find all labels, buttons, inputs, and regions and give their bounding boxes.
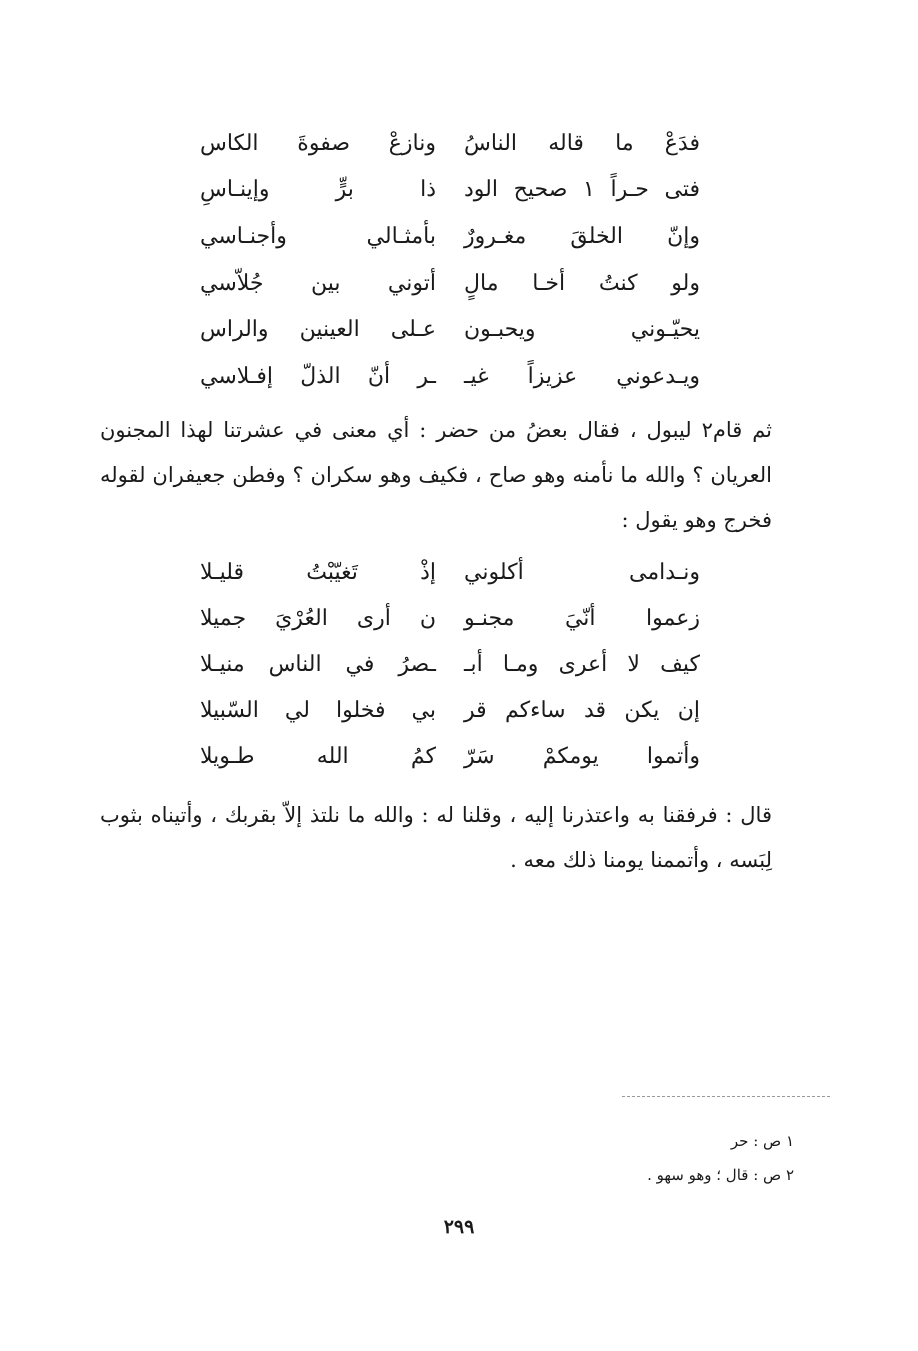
poem-block-1 bbox=[200, 120, 700, 400]
footnote-2: ٢ ص : قال ؛ وهو سهو . bbox=[647, 1166, 794, 1184]
verse-first-hemistich: فتى حـراً ١ صحيح الود bbox=[464, 177, 701, 203]
verse-first-hemistich: زعموا أنّيَ مجنـو bbox=[464, 605, 700, 631]
poem-block-2 bbox=[200, 549, 700, 779]
verse bbox=[200, 687, 700, 733]
verse bbox=[200, 260, 700, 307]
verse-first-hemistich: كيف لا أعرى ومـا أبـ bbox=[464, 651, 700, 677]
verse-first-hemistich: إن يكن قد ساءكم قر bbox=[464, 697, 700, 723]
verse-second-hemistich: ذا برٍّ وإينـاسِ bbox=[200, 177, 436, 203]
verse-second-hemistich: ن أرى العُرْيَ جميلا bbox=[200, 605, 436, 631]
verse bbox=[200, 306, 700, 353]
verse bbox=[200, 595, 700, 641]
verse-first-hemistich: فدَعْ ما قاله الناسُ bbox=[464, 130, 700, 156]
paragraph-text: قال : فرفقنا به واعتذرنا إليه ، وقلنا له : والله ما نلتذ إلاّ بقربك ، وأتيناه بثوب لِبَسه ، وأتممنا يومنا ذلك معه . bbox=[100, 803, 772, 872]
prose-paragraph-2 bbox=[100, 793, 772, 883]
verse-second-hemistich: ونازعْ صفوةَ الكاس bbox=[200, 130, 436, 156]
verse bbox=[200, 641, 700, 687]
verse-second-hemistich: ـصرُ في الناس منيـلا bbox=[200, 651, 436, 677]
verse-second-hemistich: كمُ الله طـويلا bbox=[200, 743, 436, 769]
verse-first-hemistich: يحيّـوني ويحبـون bbox=[464, 317, 700, 343]
footnote-1: ١ ص : حر bbox=[730, 1132, 794, 1150]
verse-second-hemistich: إذْ تَغيّبْتُ قليـلا bbox=[200, 559, 436, 585]
verse-first-hemistich: ولو كنتُ أخـا مالٍ bbox=[464, 270, 700, 296]
verse-first-hemistich: ويـدعوني عزيزاً غيـ bbox=[464, 363, 700, 389]
prose-paragraph-1 bbox=[100, 408, 772, 543]
verse-second-hemistich: ـر أنّ الذلّ إفـلاسي bbox=[200, 363, 436, 389]
verse-second-hemistich: بأمثـالي وأجنـاسي bbox=[200, 223, 436, 249]
verse-second-hemistich: عـلى العينين والراس bbox=[200, 317, 436, 343]
paragraph-text: ثم قام٢ ليبول ، فقال بعضُ من حضر : أي معنى في عشرتنا لهذا المجنون العريان ؟ والله ما نأمنه وهو صاح ، فكيف وهو سكران ؟ وفطن جعيفران لقوله فخرج وهو يقول : bbox=[100, 418, 773, 532]
verse bbox=[200, 167, 700, 214]
footnote-divider bbox=[622, 1096, 830, 1097]
verse-first-hemistich: وإنّ الخلقَ مغـرورٌ bbox=[464, 223, 700, 249]
verse-second-hemistich: بي فخلوا لي السّبيلا bbox=[200, 697, 436, 723]
verse bbox=[200, 120, 700, 167]
verse-first-hemistich: وأتموا يومكمْ سَرّ bbox=[464, 743, 700, 769]
footnotes bbox=[647, 1124, 794, 1192]
verse bbox=[200, 353, 700, 400]
verse bbox=[200, 733, 700, 779]
verse bbox=[200, 213, 700, 260]
verse bbox=[200, 549, 700, 595]
verse-first-hemistich: ونـدامى أكلوني bbox=[464, 559, 700, 585]
verse-second-hemistich: أتوني بين جُلاّسي bbox=[200, 270, 436, 296]
page-number: ٢٩٩ bbox=[443, 1216, 475, 1238]
